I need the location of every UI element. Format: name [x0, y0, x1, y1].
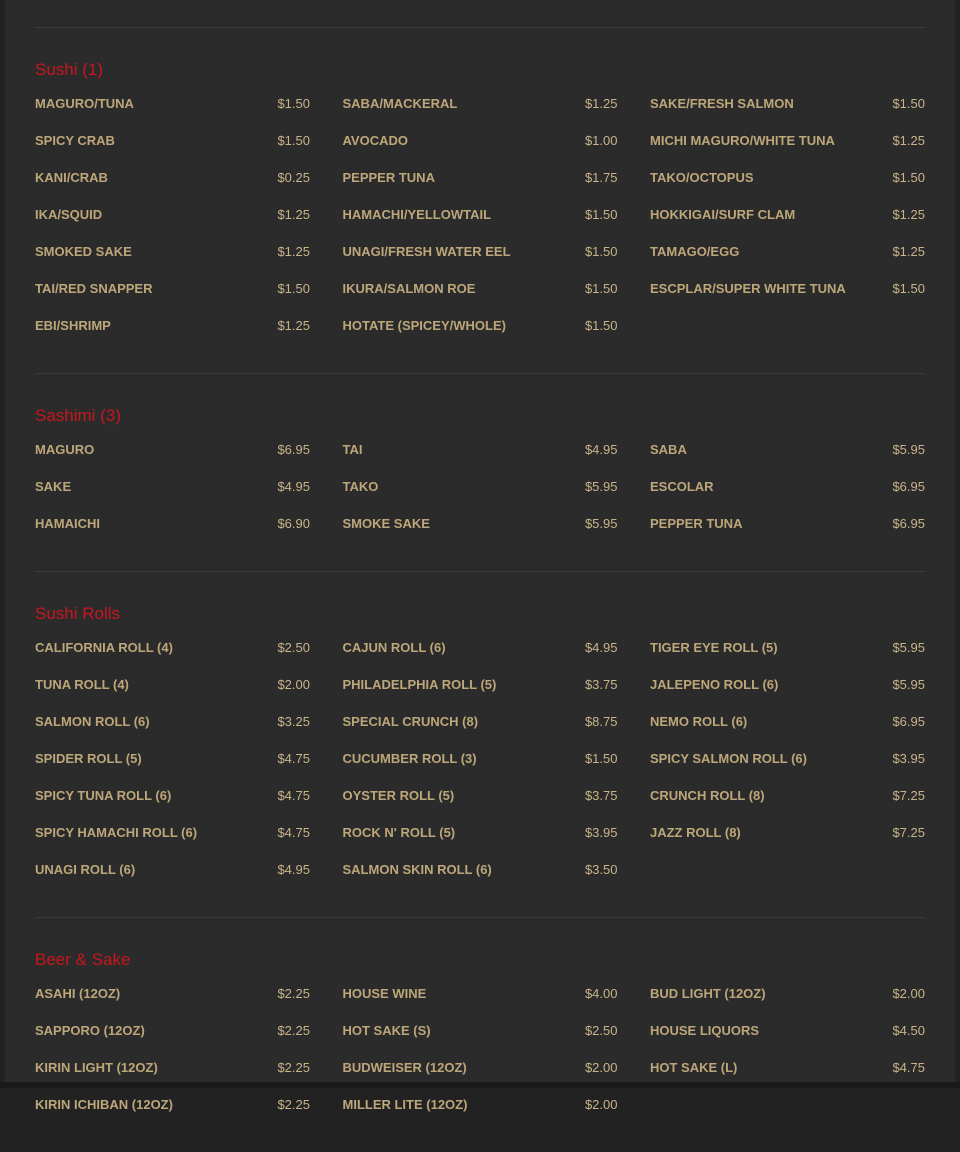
item-name: SPIDER ROLL (5) [35, 751, 142, 766]
section-title: Sushi Rolls [35, 604, 121, 623]
item-name: KIRIN ICHIBAN (12OZ) [35, 1097, 173, 1112]
item-price: $1.25 [277, 318, 310, 333]
menu-grid [35, 640, 925, 899]
item-name: TIGER EYE ROLL (5) [650, 640, 778, 655]
menu-item [35, 96, 310, 133]
menu-item [35, 281, 310, 318]
item-name: PEPPER TUNA [650, 516, 743, 531]
item-name: SPECIAL CRUNCH (8) [342, 714, 479, 729]
item-name: CUCUMBER ROLL (3) [342, 751, 477, 766]
item-price: $2.50 [584, 1023, 618, 1038]
menu-grid [35, 986, 925, 1134]
item-name: SPICY CRAB [35, 133, 115, 148]
item-price: $4.75 [277, 788, 310, 803]
item-name: HAMACHI/YELLOWTAIL [342, 207, 492, 222]
item-price: $5.95 [584, 516, 618, 531]
item-name: SALMON ROLL (6) [35, 714, 150, 729]
item-price: $7.25 [892, 825, 925, 840]
menu-item [343, 788, 618, 825]
item-name: KIRIN LIGHT (12OZ) [35, 1060, 158, 1075]
menu-item [650, 207, 925, 244]
menu-item [343, 96, 618, 133]
menu-item [650, 96, 925, 133]
item-price: $0.25 [277, 170, 310, 185]
section-title: Sashimi (3) [35, 406, 121, 425]
item-price: $5.95 [892, 442, 925, 457]
menu-item [35, 986, 310, 1023]
item-name: MILLER LITE (12OZ) [342, 1097, 468, 1112]
item-price: $1.50 [584, 207, 618, 222]
item-price: $1.50 [584, 281, 618, 296]
item-price: $2.50 [277, 640, 310, 655]
item-name: SALMON SKIN ROLL (6) [342, 862, 492, 877]
item-price: $1.50 [892, 96, 925, 111]
item-price: $5.95 [584, 479, 618, 494]
item-price: $1.50 [892, 281, 925, 296]
menu-column [650, 442, 925, 553]
item-name: TAI [342, 442, 363, 457]
menu-section [35, 918, 925, 1152]
item-name: CRUNCH ROLL (8) [650, 788, 765, 803]
item-price: $1.00 [584, 133, 618, 148]
menu-item [343, 1023, 618, 1060]
item-price: $1.50 [584, 244, 618, 259]
item-price: $1.50 [277, 281, 310, 296]
item-name: SAKE/FRESH SALMON [650, 96, 794, 111]
menu-item [650, 986, 925, 1023]
item-price: $1.75 [584, 170, 618, 185]
menu-item [35, 1060, 310, 1097]
item-name: SAPPORO (12OZ) [35, 1023, 145, 1038]
item-name: HOTATE (SPICEY/WHOLE) [342, 318, 506, 333]
item-price: $2.00 [892, 986, 925, 1001]
menu-column [650, 640, 925, 899]
item-price: $5.95 [892, 677, 925, 692]
menu-column [35, 442, 310, 553]
menu-item [343, 862, 618, 899]
item-price: $5.95 [892, 640, 925, 655]
menu-item [650, 244, 925, 281]
menu-item [35, 862, 310, 899]
menu-item [650, 751, 925, 788]
item-name: IKURA/SALMON ROE [342, 281, 476, 296]
menu-column [343, 442, 618, 553]
menu-item [650, 281, 925, 318]
menu-column [650, 96, 925, 355]
menu-item [650, 1060, 925, 1097]
menu-item [35, 244, 310, 281]
item-name: TUNA ROLL (4) [35, 677, 129, 692]
item-price: $1.25 [892, 207, 925, 222]
item-name: CALIFORNIA ROLL (4) [35, 640, 173, 655]
item-name: SPICY TUNA ROLL (6) [35, 788, 172, 803]
menu-section [35, 572, 925, 917]
item-price: $3.95 [892, 751, 925, 766]
menu-column [35, 986, 310, 1134]
item-name: SMOKED SAKE [35, 244, 132, 259]
bottom-edge [0, 1082, 960, 1088]
item-name: SMOKE SAKE [342, 516, 430, 531]
menu-item [35, 714, 310, 751]
menu-item [35, 207, 310, 244]
item-name: HOKKIGAI/SURF CLAM [650, 207, 796, 222]
item-name: SPICY HAMACHI ROLL (6) [35, 825, 198, 840]
item-name: JAZZ ROLL (8) [650, 825, 741, 840]
item-price: $2.25 [277, 1060, 310, 1075]
item-name: NEMO ROLL (6) [650, 714, 748, 729]
item-name: UNAGI ROLL (6) [35, 862, 136, 877]
item-price: $1.50 [892, 170, 925, 185]
item-price: $8.75 [584, 714, 618, 729]
item-name: EBI/SHRIMP [35, 318, 111, 333]
item-name: SAKE [35, 479, 72, 494]
item-name: JALEPENO ROLL (6) [650, 677, 779, 692]
item-name: HOUSE WINE [342, 986, 427, 1001]
item-price: $2.00 [584, 1060, 618, 1075]
menu-column [343, 640, 618, 899]
menu-item [35, 751, 310, 788]
item-name: PHILADELPHIA ROLL (5) [342, 677, 497, 692]
item-name: KANI/CRAB [35, 170, 108, 185]
menu-item [35, 788, 310, 825]
item-name: SPICY SALMON ROLL (6) [650, 751, 807, 766]
item-name: TAMAGO/EGG [650, 244, 740, 259]
menu-item [650, 170, 925, 207]
item-name: TAKO [342, 479, 379, 494]
item-price: $4.95 [277, 479, 310, 494]
menu-item [650, 677, 925, 714]
item-price: $3.75 [584, 788, 618, 803]
menu-item [343, 1097, 618, 1134]
menu-item [650, 788, 925, 825]
menu-item [35, 442, 310, 479]
menu-item [343, 170, 618, 207]
menu-item [343, 677, 618, 714]
menu-item [343, 281, 618, 318]
menu-item [343, 133, 618, 170]
item-price: $6.90 [277, 516, 310, 531]
item-name: ESCPLAR/SUPER WHITE TUNA [650, 281, 846, 296]
menu-item [343, 244, 618, 281]
menu-item [343, 479, 618, 516]
menu-item [343, 986, 618, 1023]
menu-item [343, 1060, 618, 1097]
menu-item [35, 640, 310, 677]
menu-section [35, 374, 925, 571]
menu-column [343, 986, 618, 1134]
item-price: $3.75 [584, 677, 618, 692]
item-price: $1.25 [584, 96, 618, 111]
menu-column [35, 96, 310, 355]
item-price: $2.00 [277, 677, 310, 692]
menu-item [343, 751, 618, 788]
item-price: $1.50 [584, 751, 618, 766]
item-price: $6.95 [892, 516, 925, 531]
item-price: $4.95 [584, 442, 618, 457]
item-name: TAI/RED SNAPPER [35, 281, 153, 296]
item-price: $7.25 [892, 788, 925, 803]
menu-grid [35, 96, 925, 355]
item-price: $3.50 [584, 862, 618, 877]
menu-item [35, 318, 310, 355]
menu-item [343, 207, 618, 244]
menu-item [35, 516, 310, 553]
item-price: $6.95 [892, 479, 925, 494]
menu-item [35, 1097, 310, 1134]
item-name: IKA/SQUID [35, 207, 103, 222]
item-price: $4.75 [892, 1060, 925, 1075]
menu-column [35, 640, 310, 899]
item-price: $2.00 [584, 1097, 618, 1112]
item-price: $3.25 [277, 714, 310, 729]
item-price: $1.25 [277, 207, 310, 222]
item-name: SABA/MACKERAL [342, 96, 458, 111]
item-name: MAGURO/TUNA [35, 96, 134, 111]
menu-item [343, 825, 618, 862]
menu-item [343, 714, 618, 751]
item-price: $4.95 [277, 862, 310, 877]
item-name: MAGURO [35, 442, 95, 457]
item-name: MICHI MAGURO/WHITE TUNA [650, 133, 835, 148]
item-price: $4.00 [584, 986, 618, 1001]
section-title: Sushi (1) [35, 60, 104, 79]
menu-item [35, 677, 310, 714]
item-price: $1.25 [277, 244, 310, 259]
menu-item [650, 133, 925, 170]
item-name: TAKO/OCTOPUS [650, 170, 754, 185]
menu-column [650, 986, 925, 1134]
menu-item [35, 170, 310, 207]
item-name: HOT SAKE (S) [342, 1023, 431, 1038]
item-name: CAJUN ROLL (6) [342, 640, 446, 655]
item-name: HAMAICHI [35, 516, 100, 531]
item-name: SABA [650, 442, 687, 457]
menu-item [650, 825, 925, 862]
item-price: $1.50 [277, 96, 310, 111]
menu-item [650, 1023, 925, 1060]
menu-grid [35, 442, 925, 553]
item-name: ROCK N' ROLL (5) [342, 825, 456, 840]
menu-item [650, 516, 925, 553]
item-name: UNAGI/FRESH WATER EEL [342, 244, 511, 259]
menu-item [343, 516, 618, 553]
menu-item [650, 479, 925, 516]
menu-item [35, 133, 310, 170]
item-name: AVOCADO [342, 133, 408, 148]
item-price: $4.75 [277, 825, 310, 840]
menu-item [343, 640, 618, 677]
menu-item [650, 442, 925, 479]
item-price: $2.25 [277, 1097, 310, 1112]
item-price: $1.25 [892, 133, 925, 148]
item-name: OYSTER ROLL (5) [342, 788, 455, 803]
menu-item [35, 1023, 310, 1060]
menu-column [343, 96, 618, 355]
item-price: $4.50 [892, 1023, 925, 1038]
menu-item [650, 640, 925, 677]
item-name: BUDWEISER (12OZ) [342, 1060, 467, 1075]
item-price: $4.75 [277, 751, 310, 766]
item-name: HOUSE LIQUORS [650, 1023, 760, 1038]
menu-content [35, 0, 925, 1152]
item-price: $2.25 [277, 986, 310, 1001]
item-price: $6.95 [892, 714, 925, 729]
item-price: $3.95 [584, 825, 618, 840]
item-name: ESCOLAR [650, 479, 714, 494]
item-name: BUD LIGHT (12OZ) [650, 986, 766, 1001]
menu-item [35, 479, 310, 516]
item-price: $1.50 [584, 318, 618, 333]
menu-item [650, 714, 925, 751]
item-price: $2.25 [277, 1023, 310, 1038]
item-price: $4.95 [584, 640, 618, 655]
item-price: $1.25 [892, 244, 925, 259]
menu-panel [5, 0, 955, 1112]
menu-item [343, 318, 618, 355]
item-name: HOT SAKE (L) [650, 1060, 738, 1075]
item-price: $1.50 [277, 133, 310, 148]
menu-section [35, 28, 925, 373]
menu-item [35, 825, 310, 862]
menu-item [343, 442, 618, 479]
item-name: ASAHI (12OZ) [35, 986, 121, 1001]
item-price: $6.95 [277, 442, 310, 457]
item-name: PEPPER TUNA [342, 170, 435, 185]
section-title: Beer & Sake [35, 950, 131, 969]
